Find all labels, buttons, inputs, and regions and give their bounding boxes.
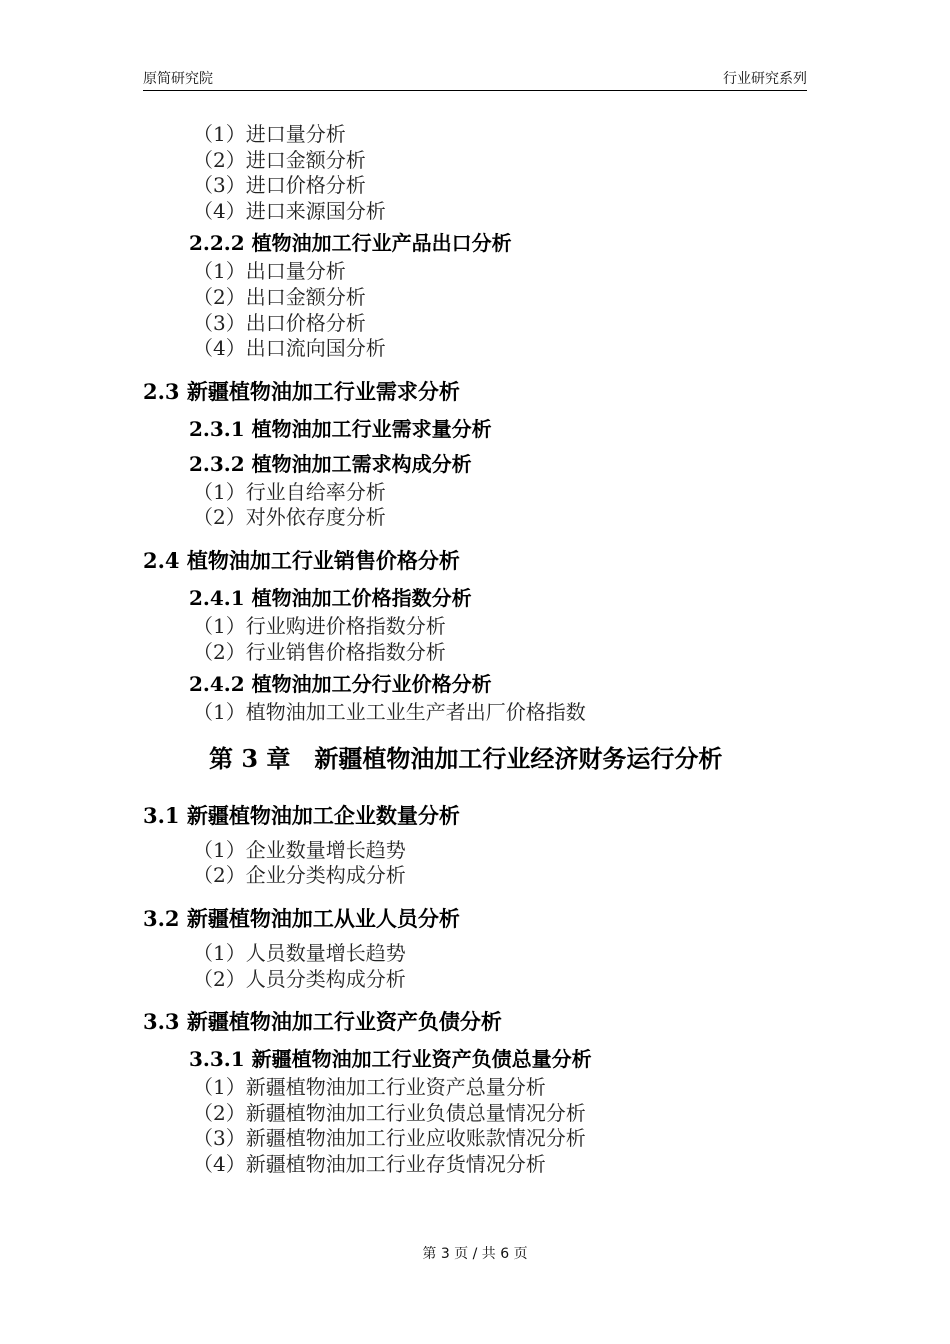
toc-item: （3）出口价格分析 xyxy=(193,310,366,335)
toc-item: （3）进口价格分析 xyxy=(193,173,366,198)
toc-item: （1）植物油加工业工业生产者出厂价格指数 xyxy=(193,700,586,725)
toc-item: （4）进口来源国分析 xyxy=(193,198,386,223)
page-number: 第 3 页 / 共 6 页 xyxy=(422,1246,528,1262)
toc-item: （1）行业自给率分析 xyxy=(193,479,386,504)
toc-item: （2）新疆植物油加工行业负债总量情况分析 xyxy=(193,1100,586,1125)
toc-item: （2）企业分类构成分析 xyxy=(193,863,406,888)
table-of-contents xyxy=(143,122,823,1177)
toc-item: （1）人员数量增长趋势 xyxy=(193,940,406,965)
toc-item: （3）新疆植物油加工行业应收账款情况分析 xyxy=(193,1126,586,1151)
toc-item: （1）新疆植物油加工行业资产总量分析 xyxy=(193,1075,546,1100)
toc-item: （4）出口流向国分析 xyxy=(193,336,386,361)
toc-subsection: 2.4.1 植物油加工价格指数分析 xyxy=(189,585,472,610)
toc-section: 3.1 新疆植物油加工企业数量分析 xyxy=(143,802,460,828)
toc-item: （2）行业销售价格指数分析 xyxy=(193,639,446,664)
toc-item: （1）行业购进价格指数分析 xyxy=(193,613,446,638)
toc-item: （2）进口金额分析 xyxy=(193,147,366,172)
toc-item: （1）进口量分析 xyxy=(193,122,346,146)
toc-item: （1）企业数量增长趋势 xyxy=(193,837,406,862)
toc-subsection: 2.4.2 植物油加工分行业价格分析 xyxy=(189,672,492,697)
toc-section: 2.4 植物油加工行业销售价格分析 xyxy=(143,547,460,573)
toc-section: 3.3 新疆植物油加工行业资产负债分析 xyxy=(143,1009,502,1035)
header-organization: 原简研究院 xyxy=(143,71,213,87)
toc-subsection: 2.3.1 植物油加工行业需求量分析 xyxy=(189,416,492,441)
toc-section: 3.2 新疆植物油加工从业人员分析 xyxy=(143,905,460,931)
toc-item: （1）出口量分析 xyxy=(193,259,346,284)
toc-subsection: 3.3.1 新疆植物油加工行业资产负债总量分析 xyxy=(189,1047,592,1072)
toc-subsection: 2.3.2 植物油加工需求构成分析 xyxy=(189,451,472,476)
chapter-title: 第 3 章 新疆植物油加工行业经济财务运行分析 xyxy=(209,743,723,773)
toc-item: （2）出口金额分析 xyxy=(193,284,366,309)
toc-section: 2.3 新疆植物油加工行业需求分析 xyxy=(143,378,460,404)
header-divider xyxy=(143,90,807,91)
toc-item: （4）新疆植物油加工行业存货情况分析 xyxy=(193,1151,546,1176)
header-series: 行业研究系列 xyxy=(723,71,807,87)
toc-item: （2）对外依存度分析 xyxy=(193,505,386,530)
toc-item: （2）人员分类构成分析 xyxy=(193,966,406,991)
toc-subsection: 2.2.2 植物油加工行业产品出口分析 xyxy=(189,231,512,256)
